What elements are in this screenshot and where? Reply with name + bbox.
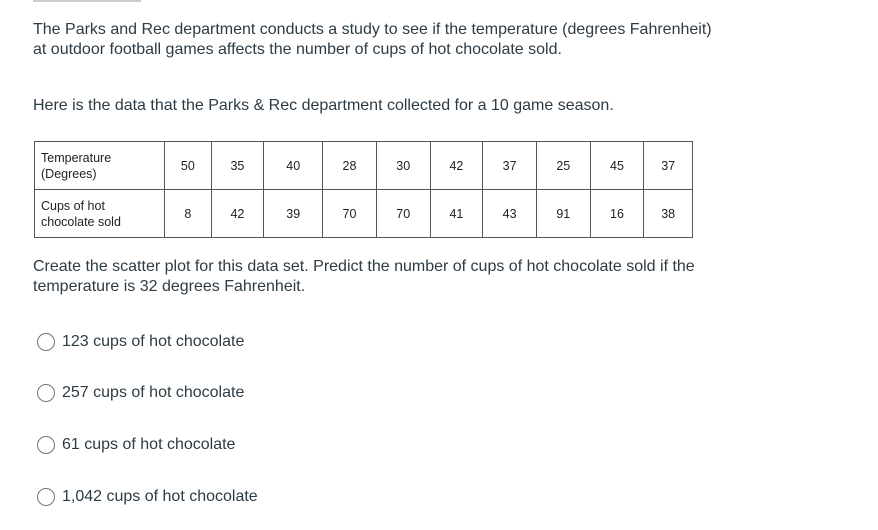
table-cell: 42 [211, 190, 264, 238]
answer-option-label: 257 cups of hot chocolate [62, 384, 245, 401]
table-cell: 70 [376, 190, 430, 238]
table-cell: 45 [590, 142, 644, 190]
table-cell: 35 [211, 142, 264, 190]
table-cell: 39 [264, 190, 323, 238]
answer-option-3[interactable] [37, 434, 235, 456]
table-cell: 8 [165, 190, 211, 238]
table-cell: 28 [323, 142, 377, 190]
table-cell: 42 [430, 142, 483, 190]
data-table [34, 141, 693, 238]
radio-button-icon[interactable] [37, 333, 55, 351]
answer-option-1[interactable] [37, 331, 244, 353]
question-text: Create the scatter plot for this data set. Predict the number of cups of hot chocolate sold if the temperature is 32 degrees Fahrenheit. [33, 258, 695, 295]
answer-option-4[interactable] [37, 486, 258, 508]
row-header-cups [35, 190, 165, 238]
table-cell: 41 [430, 190, 483, 238]
row-header-line2: (Degrees) [41, 166, 97, 181]
table-cell: 30 [376, 142, 430, 190]
row-header-temperature [35, 142, 165, 190]
top-divider [33, 0, 141, 2]
table-row-cups [35, 190, 693, 238]
row-header-line2: chocolate sold [41, 214, 121, 229]
table-cell: 43 [483, 190, 537, 238]
table-cell: 70 [323, 190, 377, 238]
answer-option-label: 1,042 cups of hot chocolate [62, 488, 258, 505]
row-header-line1: Cups of hot [41, 198, 105, 213]
table-row-temperature [35, 142, 693, 190]
question-prompt: The Parks and Rec department conducts a study to see if the temperature (degrees Fahrenheit) at outdoor football games affects the number of cups of hot chocolate sold. [33, 21, 712, 58]
radio-button-icon[interactable] [37, 384, 55, 402]
table-cell: 16 [590, 190, 644, 238]
table-cell: 25 [536, 142, 590, 190]
answer-option-label: 61 cups of hot chocolate [62, 436, 236, 453]
table-cell: 40 [264, 142, 323, 190]
answer-option-label: 123 cups of hot chocolate [62, 333, 245, 350]
data-intro: Here is the data that the Parks & Rec department collected for a 10 game season. [33, 97, 614, 114]
table-cell: 50 [165, 142, 211, 190]
radio-button-icon[interactable] [37, 488, 55, 506]
row-header-line1: Temperature [41, 150, 112, 165]
answer-option-2[interactable] [37, 382, 244, 404]
table-cell: 37 [483, 142, 537, 190]
radio-button-icon[interactable] [37, 436, 55, 454]
table-cell: 37 [644, 142, 693, 190]
table-cell: 38 [644, 190, 693, 238]
table-cell: 91 [536, 190, 590, 238]
